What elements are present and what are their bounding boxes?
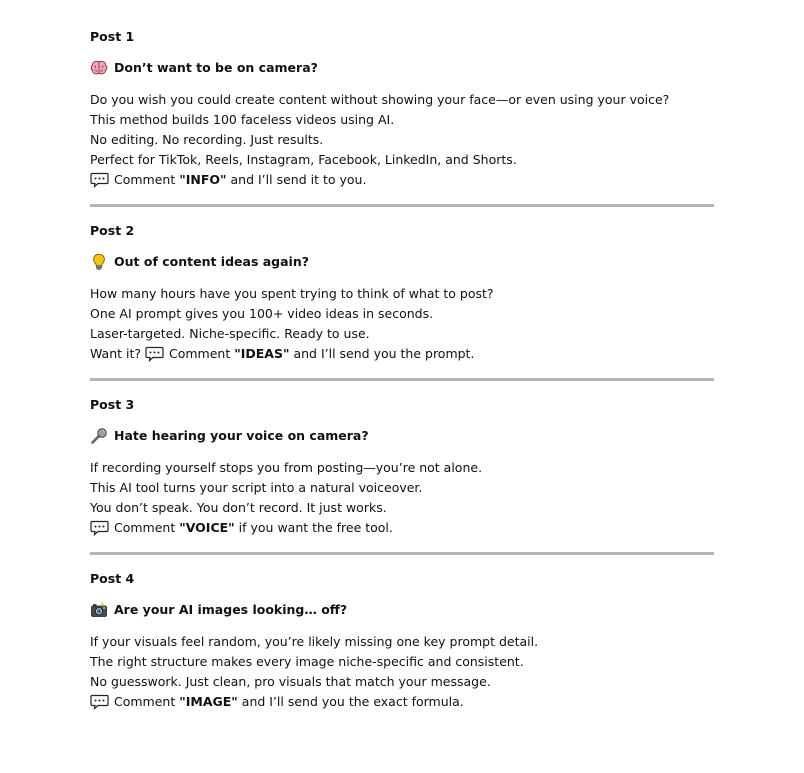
- post-3: [90, 396, 714, 538]
- camera-flash-icon: [90, 601, 108, 619]
- post-body: [90, 284, 714, 364]
- cta-prefix: Want it?: [90, 346, 145, 361]
- divider: [90, 204, 714, 207]
- call-to-action: [90, 518, 714, 538]
- cta-text: if you want the free tool.: [234, 520, 393, 535]
- post-label: Post 2: [90, 223, 135, 238]
- divider: [90, 378, 714, 381]
- post-title: [90, 426, 714, 446]
- call-to-action: [90, 170, 714, 190]
- post-title: [90, 252, 714, 272]
- post-4: [90, 570, 714, 712]
- post-title-text: Hate hearing your voice on camera?: [114, 428, 369, 443]
- lightbulb-icon: [90, 253, 108, 271]
- cta-keyword: "INFO": [179, 172, 227, 187]
- body-line: No guesswork. Just clean, pro visuals that match your message.: [90, 674, 491, 689]
- brain-icon: [90, 59, 108, 77]
- cta-text: Comment: [114, 694, 180, 709]
- post-title-text: Don’t want to be on camera?: [114, 60, 318, 75]
- speech-bubble-icon: [145, 346, 164, 362]
- call-to-action: [90, 692, 714, 712]
- body-line: You don’t speak. You don’t record. It just works.: [90, 500, 387, 515]
- body-line: Laser-targeted. Niche-specific. Ready to use.: [90, 326, 370, 341]
- post-title-text: Are your AI images looking… off?: [114, 602, 348, 617]
- cta-text: and I’ll send it to you.: [226, 172, 367, 187]
- body-line: If recording yourself stops you from posting—you’re not alone.: [90, 460, 483, 475]
- cta-text: and I’ll send you the prompt.: [289, 346, 475, 361]
- body-line: This method builds 100 faceless videos using AI.: [90, 112, 395, 127]
- body-line: Do you wish you could create content without showing your face—or even using your voice?: [90, 92, 670, 107]
- document: [90, 28, 714, 712]
- body-line: One AI prompt gives you 100+ video ideas in seconds.: [90, 306, 434, 321]
- body-line: If your visuals feel random, you’re likely missing one key prompt detail.: [90, 634, 539, 649]
- post-label: Post 1: [90, 29, 135, 44]
- cta-keyword: "VOICE": [179, 520, 235, 535]
- post-title: [90, 58, 714, 78]
- microphone-icon: [90, 427, 108, 445]
- cta-text: and I’ll send you the exact formula.: [237, 694, 464, 709]
- speech-bubble-icon: [90, 172, 109, 188]
- cta-text: Comment: [114, 172, 180, 187]
- body-line: The right structure makes every image niche-specific and consistent.: [90, 654, 524, 669]
- post-2: [90, 222, 714, 364]
- cta-text: Comment: [169, 346, 235, 361]
- divider: [90, 552, 714, 555]
- post-body: [90, 90, 714, 190]
- call-to-action: [90, 344, 714, 364]
- body-line: No editing. No recording. Just results.: [90, 132, 324, 147]
- speech-bubble-icon: [90, 520, 109, 536]
- post-1: [90, 28, 714, 190]
- speech-bubble-icon: [90, 694, 109, 710]
- cta-keyword: "IDEAS": [234, 346, 290, 361]
- body-line: Perfect for TikTok, Reels, Instagram, Facebook, LinkedIn, and Shorts.: [90, 152, 517, 167]
- post-body: [90, 632, 714, 712]
- post-title-text: Out of content ideas again?: [114, 254, 309, 269]
- cta-text: Comment: [114, 520, 180, 535]
- post-title: [90, 600, 714, 620]
- body-line: How many hours have you spent trying to think of what to post?: [90, 286, 494, 301]
- post-label: Post 3: [90, 397, 135, 412]
- post-body: [90, 458, 714, 538]
- post-label: Post 4: [90, 571, 135, 586]
- cta-keyword: "IMAGE": [179, 694, 238, 709]
- body-line: This AI tool turns your script into a natural voiceover.: [90, 480, 423, 495]
